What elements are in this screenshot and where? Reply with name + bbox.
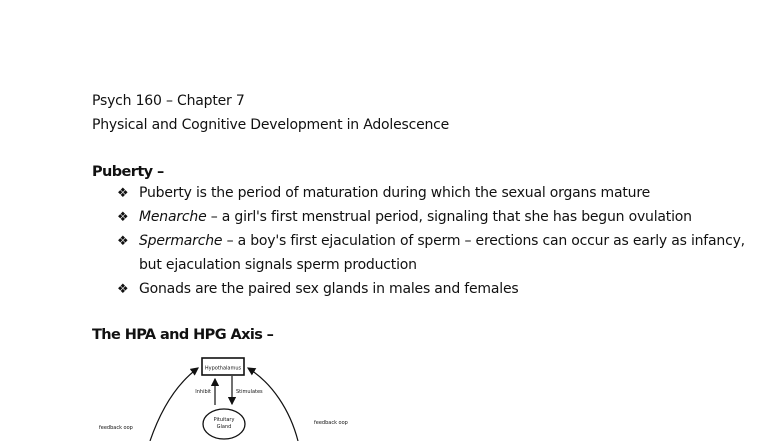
list-item-continuation: but ejaculation signals sperm production bbox=[139, 257, 417, 273]
left-feedback-arrow bbox=[150, 368, 198, 441]
inhibit-label: Inhibit bbox=[195, 389, 211, 395]
right-feedback-arrow bbox=[248, 368, 298, 441]
bullet-diamond-icon: ❖ bbox=[117, 282, 129, 297]
feedback-loop-right-label: feedback oop bbox=[314, 420, 348, 426]
term-menarche: Menarche bbox=[139, 209, 207, 225]
list-item-text: Gonads are the paired sex glands in males and females bbox=[139, 281, 519, 297]
pituitary-label-line2: Gland bbox=[216, 424, 232, 430]
pituitary-label-line1: Pituitary bbox=[213, 417, 235, 423]
list-item-text: Puberty is the period of maturation during which the sexual organs mature bbox=[139, 185, 650, 201]
bullet-diamond-icon: ❖ bbox=[117, 186, 129, 201]
bullet-diamond-icon: ❖ bbox=[117, 234, 129, 249]
bullet-diamond-icon: ❖ bbox=[117, 210, 129, 225]
hypothalamus-label: Hypothalamus bbox=[204, 365, 242, 372]
definition-text: – a boy's first ejaculation of sperm – erections can occur as early as infancy, bbox=[222, 233, 745, 249]
stimulates-label: Stimulates bbox=[236, 389, 263, 395]
chapter-subtitle: Physical and Cognitive Development in Adolescence bbox=[92, 117, 450, 133]
term-spermarche: Spermarche bbox=[139, 233, 223, 249]
definition-text: – a girl's first menstrual period, signaling that she has begun ovulation bbox=[206, 209, 692, 225]
course-title: Psych 160 – Chapter 7 bbox=[92, 93, 245, 109]
hpa-hpg-heading: The HPA and HPG Axis – bbox=[92, 327, 274, 343]
puberty-heading: Puberty – bbox=[92, 164, 164, 180]
feedback-loop-left-label: feedback oop bbox=[99, 425, 133, 431]
